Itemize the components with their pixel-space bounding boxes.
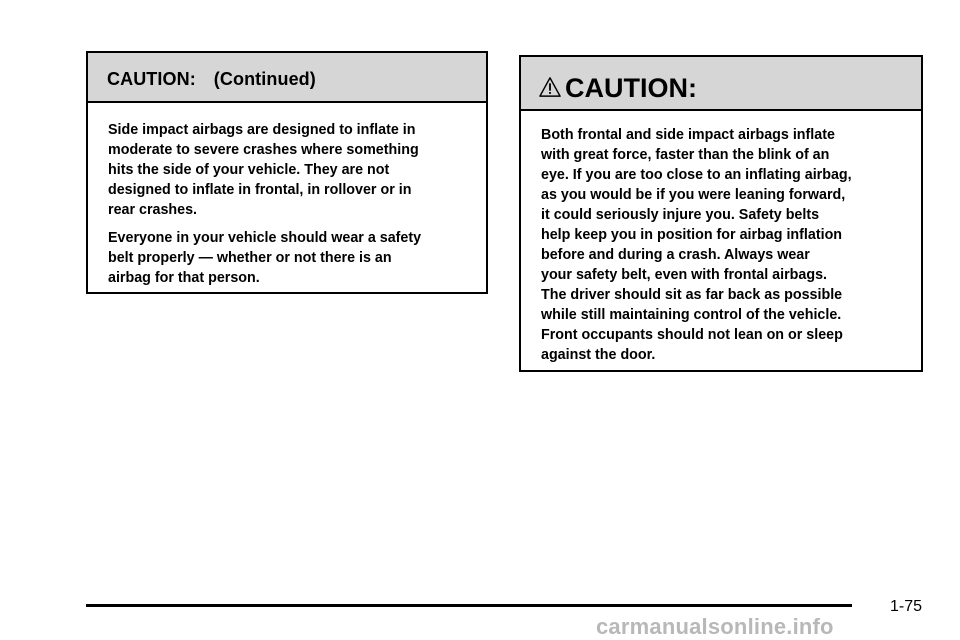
caution-header	[521, 57, 921, 111]
page-number: 1-75	[890, 598, 923, 615]
text-line: hits the side of your vehicle. They are not	[108, 162, 390, 178]
text-line: eye. If you are too close to an inflating airbag,	[541, 167, 852, 183]
text-line: Side impact airbags are designed to inflate in	[108, 122, 416, 138]
caution-box	[519, 55, 923, 372]
warning-triangle-icon	[539, 76, 561, 98]
text-line: The driver should sit as far back as possible	[541, 287, 843, 303]
watermark: carmanualsonline.info	[596, 614, 834, 639]
text-line: designed to inflate in frontal, in rollover or in	[108, 182, 412, 198]
text-line: while still maintaining control of the vehicle.	[541, 307, 842, 323]
caution-continued-body	[88, 103, 486, 288]
caution-continued-header	[88, 53, 486, 103]
text-line: against the door.	[541, 347, 656, 363]
caution-title: CAUTION:	[565, 73, 697, 103]
text-line: as you would be if you were leaning forward,	[541, 187, 846, 203]
text-line: Everyone in your vehicle should wear a safety	[108, 230, 422, 246]
paragraph	[108, 120, 466, 220]
text-line: belt properly — whether or not there is an	[108, 250, 392, 266]
footer-rule	[86, 604, 852, 607]
caution-body	[521, 111, 921, 365]
text-line: your safety belt, even with frontal airbags.	[541, 267, 828, 283]
text-line: rear crashes.	[108, 202, 198, 218]
text-line: it could seriously injure you. Safety belts	[541, 207, 820, 223]
caution-continued-box	[86, 51, 488, 294]
caution-continued-title: CAUTION: (Continued)	[107, 69, 316, 89]
text-line: Both frontal and side impact airbags inflate	[541, 127, 835, 143]
text-line: with great force, faster than the blink of an	[541, 147, 830, 163]
text-line: airbag for that person.	[108, 270, 260, 286]
text-line: before and during a crash. Always wear	[541, 247, 810, 263]
paragraph	[108, 228, 466, 288]
text-line: Front occupants should not lean on or sleep	[541, 327, 843, 343]
text-line: moderate to severe crashes where something	[108, 142, 419, 158]
text-line: help keep you in position for airbag inflation	[541, 227, 843, 243]
